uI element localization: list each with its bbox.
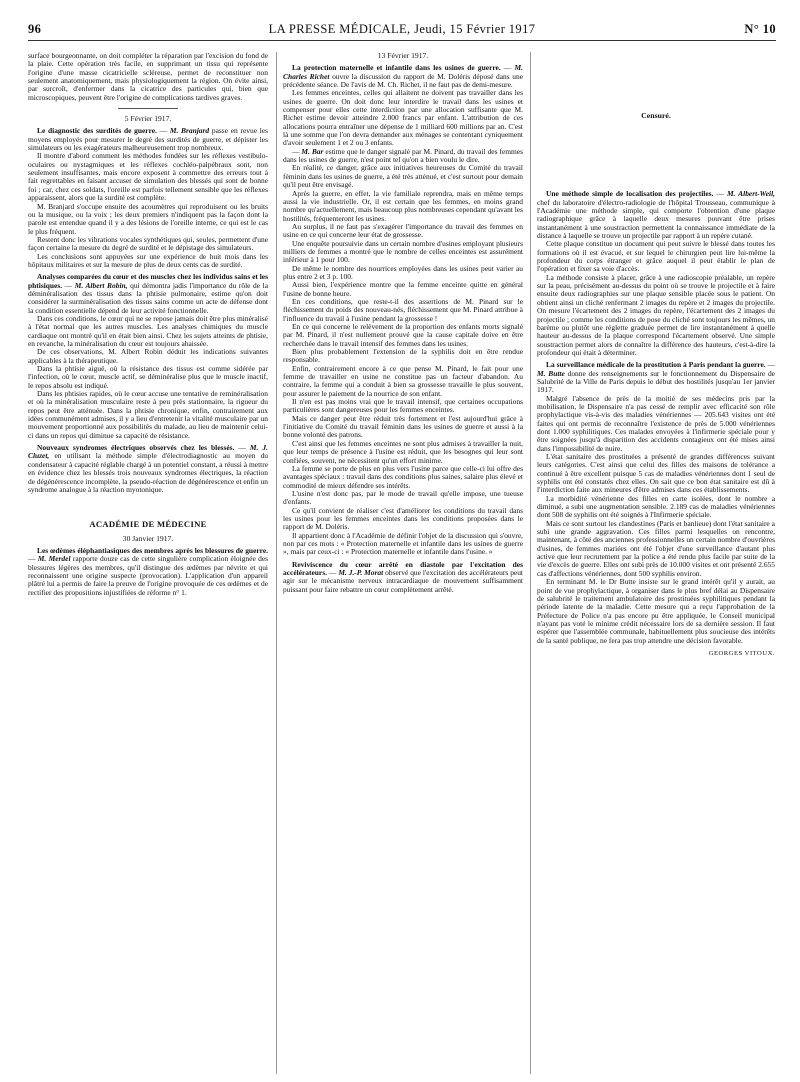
paragraph: surface bourgeonnante, on doit compléter la réparation par l'excision du fond de la plaie. Cette opération très facile, en supprimant un tissu qui représente l'origine d'une masse cicatricielle scléreuse, permet de reconstituer non seulement anatomiquement, mais physiologiquement la région. On évite ainsi, par surcroît, d'enfermer dans la cicatrice des particules qui, bien que microscopiques, peuvent être l'origine de complications tardives graves.	[28, 51, 268, 102]
paragraph: En terminant M. le Dr Butte insiste sur le grand intérêt qu'il y aurait, au point de vue prophylactique, à organiser dans le plus bref délai au Dispensaire de salubrité le traitement ambulatoire des prostituées syphilitiques pendant la période latente de la maladie. Cette mesure qui a reçu l'approbation de la Préfecture de Police n'a pas encore pu être appliquée, le Conseil municipal n'ayant pas voté le minime crédit nécessaire lors de sa dernière session. Il faut espérer que l'assemblée communale, habituellement plus soucieuse des intérêts de la santé publique, ne fera pas trop attendre une décision favorable.	[537, 577, 775, 645]
section-title: Le diagnostic des surdités de guerre.	[37, 126, 157, 136]
paragraph: C'est ainsi que les femmes enceintes ne sont plus admises à travailler la nuit, que leur temps de présence à l'usine est réduit, que les besognes qui leur sont confiées, souvent, ne nécessitent qu'un effort minime.	[283, 438, 523, 465]
paragraph: La protection maternelle et infantile dans les usines de guerre. — M. Charles Richet ouvre la discussion du rapport de M. Doléris déposé dans une précédente séance. De l'avis de M. Ch. Richet, il ne faut pas de demi-mesure.	[283, 63, 524, 90]
paragraph: La surveillance médicale de la prostitution à Paris pendant la guerre. — M. Butte donne des renseignements sur le fonctionnement du Dispensaire de Salubrité de la Ville de Paris depuis le début des hostilités jusqu'au 1er janvier 1917.	[537, 360, 776, 395]
column-divider	[530, 52, 531, 1074]
author: M. Merdel	[37, 554, 71, 564]
author: M. Bar	[301, 146, 324, 156]
paragraph: Les conclusions sont appuyées sur une expérience de huit mois dans les hôpitaux militaires et sur la mesure de plus de deux cents cas de surdité.	[28, 251, 268, 269]
paragraph: Il appartient donc à l'Académie de définir l'objet de la discussion qui s'ouvre, non par ces mots : « Protection maternelle et infantile dans les usines de guerre », mais par ceux-ci : « Protection maternelle et infantile dans l'usine. »	[283, 530, 523, 557]
paragraph: Le diagnostic des surdités de guerre. — M. Branjard passe en revue les moyens employés pour mesurer le degré des surdités de guerre, et dépister les simulateurs ou les exagérateurs malheureusement trop nombreux.	[28, 126, 268, 153]
session-date: 30 Janvier 1917.	[122, 533, 174, 543]
column-3	[537, 52, 775, 658]
column-1	[28, 52, 268, 597]
paragraph: Restent donc les vibrations vocales synthétiques qui, seules, permettent d'une façon certaine la mesure du degré de surdité et le dépistage des simulateurs.	[28, 234, 268, 253]
censored-notice: Censuré.	[641, 111, 671, 120]
paragraph: Aussi bien, l'expérience montre que la femme enceinte quitte en général l'usine de bonne heure.	[283, 280, 523, 298]
paragraph: L'usine n'est donc pas, par le mode de travail qu'elle impose, une tueuse d'enfants.	[283, 488, 523, 507]
author: M. J. Cluzet,	[28, 443, 268, 461]
paragraph: En réalité, ce danger, grâce aux initiatives heureuses du Comité du travail féminin dans les usines de guerre, a été très atténué, et c'est surtout pour demain qu'il peut être envisagé.	[283, 163, 523, 190]
paragraph: Il n'en est pas moins vrai que le travail intensif, que certaines occupations particulières sont dangereuses pour les femmes enceintes.	[283, 397, 523, 415]
author: M. Charles Richet	[283, 63, 523, 81]
author: M. Albert Robin,	[74, 280, 128, 290]
paragraph: La morbidité vénérienne des filles en carte isolées, dont le nombre a diminué, a subi une augmentation sensible. 2.189 cas de maladies vénériennes dont 508 de syphilis ont été soignés à l'Infirmerie spéciale.	[537, 493, 775, 520]
session-date: 5 Février 1917.	[124, 114, 172, 124]
column-2	[283, 52, 523, 594]
page-number: 96	[28, 22, 42, 36]
paragraph: Bien plus probablement l'extension de la syphilis doit en être rendue responsable.	[283, 347, 523, 365]
paragraph: De ces observations, M. Albert Robin déduit les indications suivantes applicables à la thérapeutique.	[28, 347, 268, 365]
journal-title: LA PRESSE MÉDICALE, Jeudi, 15 Février 1917	[268, 22, 536, 36]
paragraph: Reviviscence du cœur arrêté en diastole par l'excitation des accélérateurs. — M. J.-P. Morat observé que l'excitation des accélérateurs peut agir sur le mécanisme nerveux intracardiaque de mouvement suffisamment puissant pour faire rebattre un cœur complètement arrêté.	[283, 559, 523, 594]
author: M. Branjard	[169, 126, 210, 136]
paragraph: Une méthode simple de localisation des projectiles. — M. Albert-Weil, chef du laboratoire d'électro-radiologie de l'hôpital Trousseau, communique à l'Académie une méthode simple, qui comporte l'obtention d'une plaque radiographique grâce à laquelle deux mesures pouvant être prises instantanément à une soustraction permettent la connaissance immédiate de la distance à laquelle se trouve un projectile par rapport à un repère cutané.	[537, 189, 776, 241]
paragraph: Mais ce sont surtout les clandestines (Paris et banlieue) dont l'état sanitaire a subi une grande aggravation. Ces filles parmi lesquelles on rencontre, maintenant, à côté des anciennes professionnelles un certain nombre d'ouvrières d'usines, de femmes mariées ont été l'objet d'une surveillance d'autant plus active que leur recrutement par la police a été rendu plus facile par suite de la vie d'excès de guerre. Elles ont subi près de 10.000 visites et ont présenté 2.655 cas d'affections vénériennes, dont 500 syphilis environ.	[537, 518, 776, 578]
paragraph: L'état sanitaire des prostituées a présenté de grandes différences suivant leurs catégories. C'est ainsi que celui des filles des maisons de tolérance a continué à être excellent puisque 5 cas de maladies vénériennes dont 1 seul de syphilis ont été constatés chez elles. On sait que ce bon état sanitaire est dû à l'interdiction faite aux mineures d'être admises dans ces établissements.	[537, 452, 775, 495]
paragraph: Les œdèmes éléphantiasiques des membres après les blessures de guerre. — M. Merdel rapporte douze cas de cette singulière complication éloignée des blessures légères des membres, qu'il distingue des œdèmes par névrite et qui reconnaissent une origine suspecte (provocation). L'application d'un appareil plâtré lui a permis de faire la preuve de l'origine provoquée de ces œdèmes et de rectifier des propositions injustifiées de réforme n° 1.	[28, 545, 269, 597]
author: M. Albert-Weil,	[726, 189, 776, 199]
paragraph: En ces conditions, que reste-t-il des assertions de M. Pinard sur le fléchissement du poids des nouveau-nés, fléchissement que M. Pinard attribue à l'influence du travail à l'usine pendant la grossesse !	[283, 296, 523, 323]
section-title: La surveillance médicale de la prostitution à Paris pendant la guerre.	[546, 360, 766, 370]
paragraph: Enfin, contrairement encore à ce que pense M. Pinard, le fait pour une femme de travailler en usine ne constitue pas un facteur d'abandon. Au contraire, la femme qui a conduit à bien sa grossesse travaille le plus souvent, pour assurer le paiement de la nourrice de son enfant.	[283, 363, 523, 398]
session-date: 13 Février 1917.	[377, 51, 429, 60]
paragraph: Ce qu'il convient de réaliser c'est d'améliorer les conditions du travail dans les usines pour les femmes enceintes dans les conditions proposées dans le rapport de M. Doléris.	[283, 505, 523, 532]
paragraph: Au surplus, il ne faut pas s'exagérer l'importance du travail des femmes en usine en ce qui concerne leur état de grossesse.	[283, 221, 523, 240]
author: M. Butte	[537, 368, 565, 378]
paragraph: Il montre d'abord comment les méthodes fondées sur les réflexes vestibulo-oculaires ou nystagmiques et les réflexes cochléo-palpébraux sont, non seulement insuffisantes, mais encore exposent à commettre des erreurs tout à fait regrettables en faisant accuser de simulation des blessés qui sont de bonne foi ; car, chez ces soldats, l'oreille est parfois tellement sensible que les réflexes apparaissent, alors que la surdité est complète.	[28, 151, 268, 203]
author: M. J.-P. Morat	[338, 567, 384, 577]
paragraph: La méthode consiste à placer, grâce à une radioscopie préalable, un repère sur la peau, précisément au-dessus du point où se trouve le projectile et à faire ensuite deux radiographies sur une plaque sensible placée sous le patient. On obtient ainsi un cliché renfermant 2 images du repère et 2 images du projectile. On mesure l'écartement des 2 images du repère, l'écartement des 2 images du projectile ; comme les conditions de pose du cliché sont toujours les mêmes, un barème ou plutôt une réglette graduée permet de lire instantanément à quelle hauteur au-dessus de la plaque correspond l'écartement observé. Une simple soustraction permet alors de connaître la différence des hauteurs, c'est-à-dire la profondeur qui était à déterminer.	[537, 272, 775, 357]
signature: GEORGES VITOUX.	[708, 649, 775, 657]
paragraph: Dans les phtisies rapides, où le cœur accuse une tentative de reminéralisation et où la minéralisation musculaire reste à peu près stationnaire, la rigueur du repos peut être atténuée. Dans la phtisie chronique, enfin, contrairement aux idées communément admises, il y a lieu d'entretenir la vitalité musculaire par un mouvement proportionné aux possibilités du malade, au lieu de maintenir celui-ci dans un repos qui diminue sa capacité de résistance.	[28, 389, 268, 440]
issue-number: N° 10	[744, 22, 776, 36]
section-title: Analyses comparées du cœur et des muscles chez les individus sains et les phtisiques.	[28, 272, 268, 290]
paragraph: Analyses comparées du cœur et des muscles chez les individus sains et les phtisiques. — M. Albert Robin, qui démontra jadis l'importance du rôle de la déminéralisation des tissus dans la phtisie pulmonaire, estime qu'on doit considérer la surminéralisation des tissus sains comme un acte de défense dont la condition essentielle dépend de leur activité fonctionnelle.	[28, 272, 269, 315]
paragraph: M. Branjard s'occupe ensuite des acoumètres qui reproduisent ou les bruits ou la musique, ou la voix ; les deux premiers n'indiquent pas la façon dont la parole est entendue quand il y a des lésions de l'oreille interne, ce qui est le cas le plus fréquent.	[28, 201, 268, 236]
paragraph: Malgré l'absence de près de la moitié de ses médecins pris par la mobilisation, le Dispensaire n'a pas cessé de remplir avec efficacité son rôle prophylactique vis-à-vis des maladies vénériennes — 205.643 visites ont été faites qui ont permis de reconnaître l'existence de près de 5.000 vénériennes dont 1.000 syphilitiques. Ces malades envoyées à l'infirmerie spéciale pour y être soignées jusqu'à disparition des accidents contagieux ont été mises ainsi dans l'impossibilité de nuire.	[537, 393, 775, 453]
paragraph: Dans ces conditions, le cœur qui ne se repose jamais doit être plus minéralisé à l'état normal que les autres muscles. Les analyses chimiques du muscle cardiaque ont montré qu'il en était bien ainsi. Chez les sujets atteints de phtisie, en revanche, la minéralisation du cœur est toujours abaissée.	[28, 313, 268, 348]
paragraph: En ce qui concerne le relèvement de la proportion des enfants morts signalé par M. Pinard, il n'est nullement prouvé que la cause capitale doive en être recherchée dans le travail intensif des femmes dans les usines.	[283, 322, 523, 348]
paragraph: Après la guerre, en effet, la vie familiale reprendra, mais en même temps aussi la vie industrielle. Or, il est certain que les femmes, en moins grand nombre qu'actuellement, mais beaucoup plus nombreuses cependant qu'avant les hostilités, fréquenteront les usines.	[283, 188, 523, 223]
paragraph: Cette plaque constitue un document qui peut suivre le blessé dans toutes les formations où il est évacué, et sur lequel le chirurgien peut lire lui-même la profondeur du corps étranger et grâce auquel il peut établir le plan de l'opération et fixer sa voie d'accès.	[537, 239, 775, 274]
section-title: Reviviscence du cœur arrêté en diastole par l'excitation des accélérateurs.	[283, 559, 523, 577]
paragraph: Une enquête poursuivie dans un certain nombre d'usines employant plusieurs milliers de femmes a montré que le nombre de celles enceintes est assurément inférieur à 1 pour 100.	[283, 238, 523, 265]
section-title: Nouveaux syndromes électriques observés chez les blessés.	[37, 443, 235, 453]
paragraph: Mais ce danger peut être réduit très fortement et l'est aujourd'hui grâce à l'initiative du Comité du travail féminin dans les usines de guerre et aussi à la bonne volonté des patrons.	[283, 413, 523, 440]
section-title: Une méthode simple de localisation des projectiles.	[546, 189, 714, 199]
paragraph: La femme se porte de plus en plus vers l'usine parce que celle-ci lui offre des avantages spéciaux : travail dans des conditions plus saines, salaire plus élevé et commodité de mieux défendre ses intérêts.	[283, 463, 523, 490]
section-title: Les œdèmes éléphantiasiques des membres après les blessures de guerre.	[37, 545, 268, 555]
paragraph: De même le nombre des nourrices employées dans les usines peut varier au plus entre 2 et 3 p. 100.	[283, 263, 523, 281]
section-rule	[118, 108, 178, 109]
page-header	[28, 22, 776, 41]
column-divider	[276, 52, 277, 1074]
section-title: La protection maternelle et infantile dans les usines de guerre.	[292, 63, 501, 73]
paragraph: Les femmes enceintes, celles qui allaitent ne doivent pas travailler dans les usines de guerre. On doit donc leur interdire le travail dans les usines et compenser pour elles cette interdiction par une allocation suffisante que M. Richet estime devoir atteindre 2.000 francs par enfant. L'attribution de ces allocations pourra entraîner une dépense de 1 milliard 600 millions par an. C'est là une somme que l'on devra demander aux ménages se contentant cyniquement d'avoir seulement 1 et 2 ou 3 enfants.	[283, 88, 523, 148]
academy-heading: ACADÉMIE DE MÉDECINE	[89, 519, 207, 530]
paragraph: Dans la phtisie aiguë, où la résistance des tissus est comme sidérée par l'infection, où le cœur, muscle actif, se déminéralise plus que le muscle inactif, le repos absolu est indiqué.	[28, 364, 268, 390]
paragraph: Nouveaux syndromes électriques observés chez les blessés. — M. J. Cluzet, en utilisant la méthode simple d'électrodiagnostic au moyen du condensateur à capacité réglable chargé à un potentiel constant, a réussi à mettre en évidence chez les blessés trois nouveaux syndromes électriques, la réaction de dégénérescence incomplète, la pseudo-réaction de dégénérescence et enfin un syndrome analogue à la réaction myotonique.	[28, 443, 269, 494]
paragraph: — M. Bar estime que le danger signalé par M. Pinard, du travail des femmes dans les usines de guerre, n'est point tel qu'on a bien voulu le dire.	[283, 146, 523, 165]
